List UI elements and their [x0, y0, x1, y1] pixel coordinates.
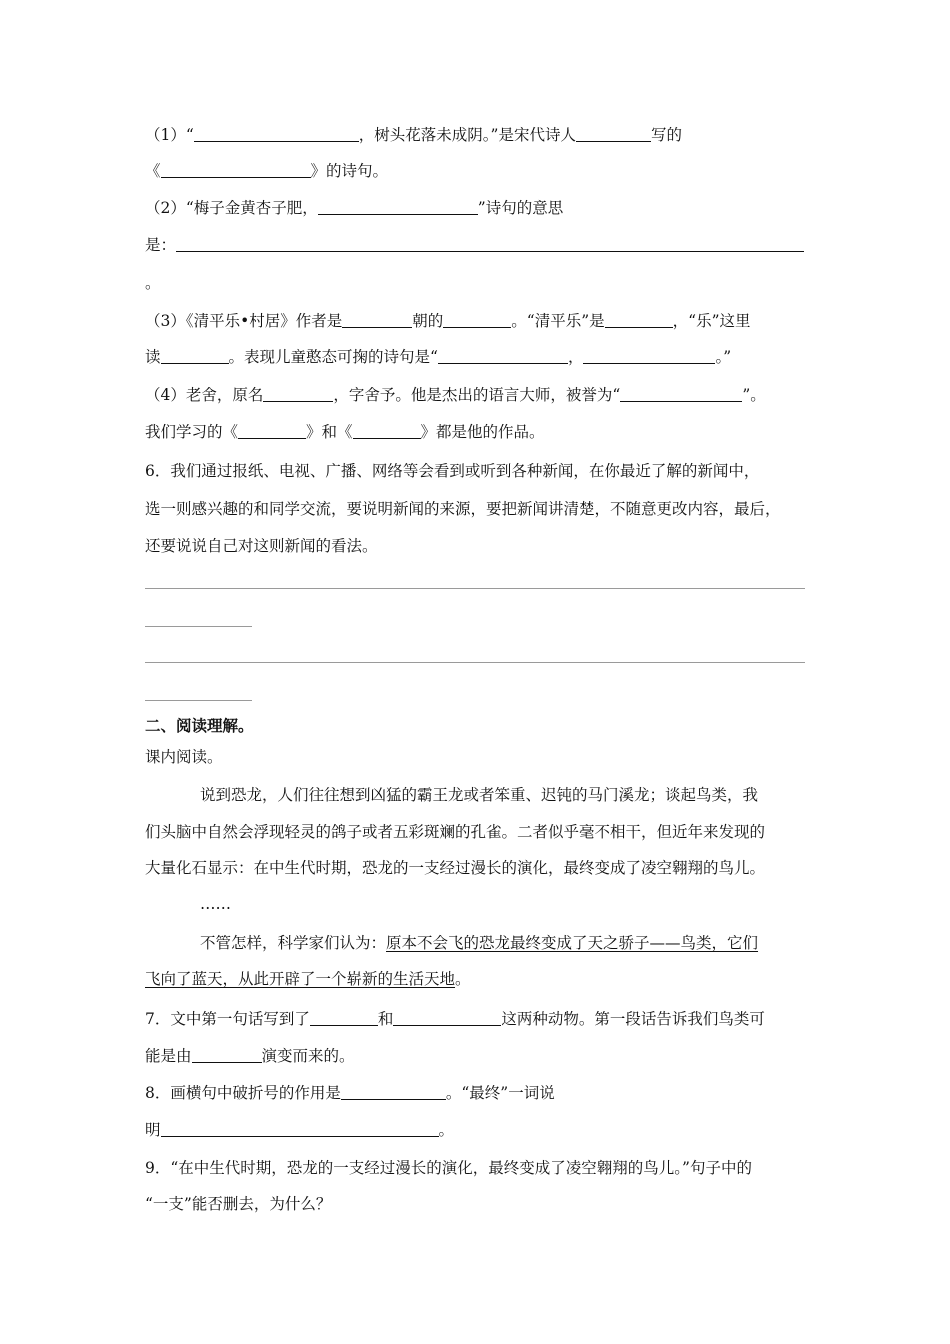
- q5-part4-line1: （4）老舍，原名 ，字舍予。他是杰出的语言大师，被誉为“ ”。: [145, 386, 766, 404]
- q7-line2: 能是由 演变而来的。: [145, 1047, 355, 1065]
- answer-blank[interactable]: [438, 348, 568, 364]
- q7-line1: 7．文中第一句话写到了 和 这两种动物。第一段话告诉我们鸟类可: [145, 1010, 765, 1028]
- answer-blank[interactable]: [576, 126, 651, 142]
- q5-part3-line2: 读 。表现儿童憨态可掬的诗句是“ ， 。”: [145, 348, 732, 366]
- answer-blank[interactable]: [620, 386, 742, 402]
- q5-part4-line2: 我们学习的《 》和《 》都是他的作品。: [145, 423, 545, 441]
- q8-line1: 8．画横句中破折号的作用是 。“最终”一词说: [145, 1084, 555, 1102]
- answer-blank[interactable]: [443, 312, 511, 328]
- answer-blank[interactable]: [263, 386, 333, 402]
- answer-blank[interactable]: [192, 1047, 262, 1063]
- passage-line: 说到恐龙，人们往往想到凶猛的霸王龙或者笨重、迟钝的马门溪龙；谈起鸟类，我: [200, 786, 759, 804]
- answer-line[interactable]: [145, 662, 805, 663]
- underlined-sentence: 飞向了蓝天，从此开辟了一个崭新的生活天地: [145, 970, 456, 988]
- passage-line: 大量化石显示：在中生代时期，恐龙的一支经过漫长的演化，最终变成了凌空翱翔的鸟儿。: [145, 859, 766, 877]
- q9-line2: “一支”能否删去，为什么？: [145, 1195, 332, 1213]
- answer-blank[interactable]: [238, 423, 306, 439]
- passage-line: 不管怎样，科学家们认为：原本不会飞的恐龙最终变成了天之骄子——鸟类，它们: [200, 934, 759, 952]
- q5-part3-line1: （3）《清平乐•村居》作者是 朝的 。“清平乐”是 ，“乐”这里: [145, 312, 751, 330]
- q5-part1-line1: （1）“ ，树头花落未成阴。”是宋代诗人 写的: [145, 126, 682, 144]
- q5-part2-line2: 是：: [145, 234, 804, 256]
- passage-line: 飞向了蓝天，从此开辟了一个崭新的生活天地。: [145, 970, 471, 988]
- passage-ellipsis: ……: [200, 895, 231, 913]
- answer-blank[interactable]: [161, 1121, 439, 1137]
- q5-part1-line2: 《 》的诗句。: [145, 162, 389, 180]
- answer-blank[interactable]: [342, 312, 412, 328]
- answer-blank[interactable]: [353, 423, 421, 439]
- answer-blank[interactable]: [161, 348, 229, 364]
- answer-line[interactable]: [145, 626, 252, 627]
- q9-line1: 9．“在中生代时期，恐龙的一支经过漫长的演化，最终变成了凌空翱翔的鸟儿。”句子中的: [145, 1159, 752, 1177]
- answer-blank[interactable]: [161, 162, 311, 178]
- answer-line[interactable]: [145, 700, 252, 701]
- q5-part2-line3: 。: [145, 274, 161, 292]
- answer-blank[interactable]: [605, 312, 673, 328]
- answer-blank[interactable]: [583, 348, 715, 364]
- answer-blank[interactable]: [194, 126, 359, 142]
- q6-line3: 还要说说自己对这则新闻的看法。: [145, 537, 378, 555]
- answer-blank[interactable]: [176, 236, 804, 252]
- q6-line2: 选一则感兴趣的和同学交流，要说明新闻的来源，要把新闻讲清楚，不随意更改内容，最后，: [145, 500, 781, 518]
- q5-part2-line1: （2）“梅子金黄杏子肥， ”诗句的意思: [145, 199, 564, 217]
- answer-blank[interactable]: [318, 199, 478, 215]
- answer-blank[interactable]: [341, 1084, 446, 1100]
- q8-line2: 明 。: [145, 1121, 455, 1139]
- passage-line: 们头脑中自然会浮现轻灵的鸽子或者五彩斑斓的孔雀。二者似乎毫不相干，但近年来发现的: [145, 823, 766, 841]
- underlined-sentence: 原本不会飞的恐龙最终变成了天之骄子——鸟类，它们: [386, 934, 759, 952]
- answer-blank[interactable]: [393, 1010, 501, 1026]
- answer-line[interactable]: [145, 588, 805, 589]
- answer-blank[interactable]: [310, 1010, 378, 1026]
- section-subheading: 课内阅读。: [145, 748, 223, 766]
- q6-line1: 6．我们通过报纸、电视、广播、网络等会看到或听到各种新闻，在你最近了解的新闻中，: [145, 462, 760, 480]
- section-heading: 二、阅读理解。: [145, 716, 254, 735]
